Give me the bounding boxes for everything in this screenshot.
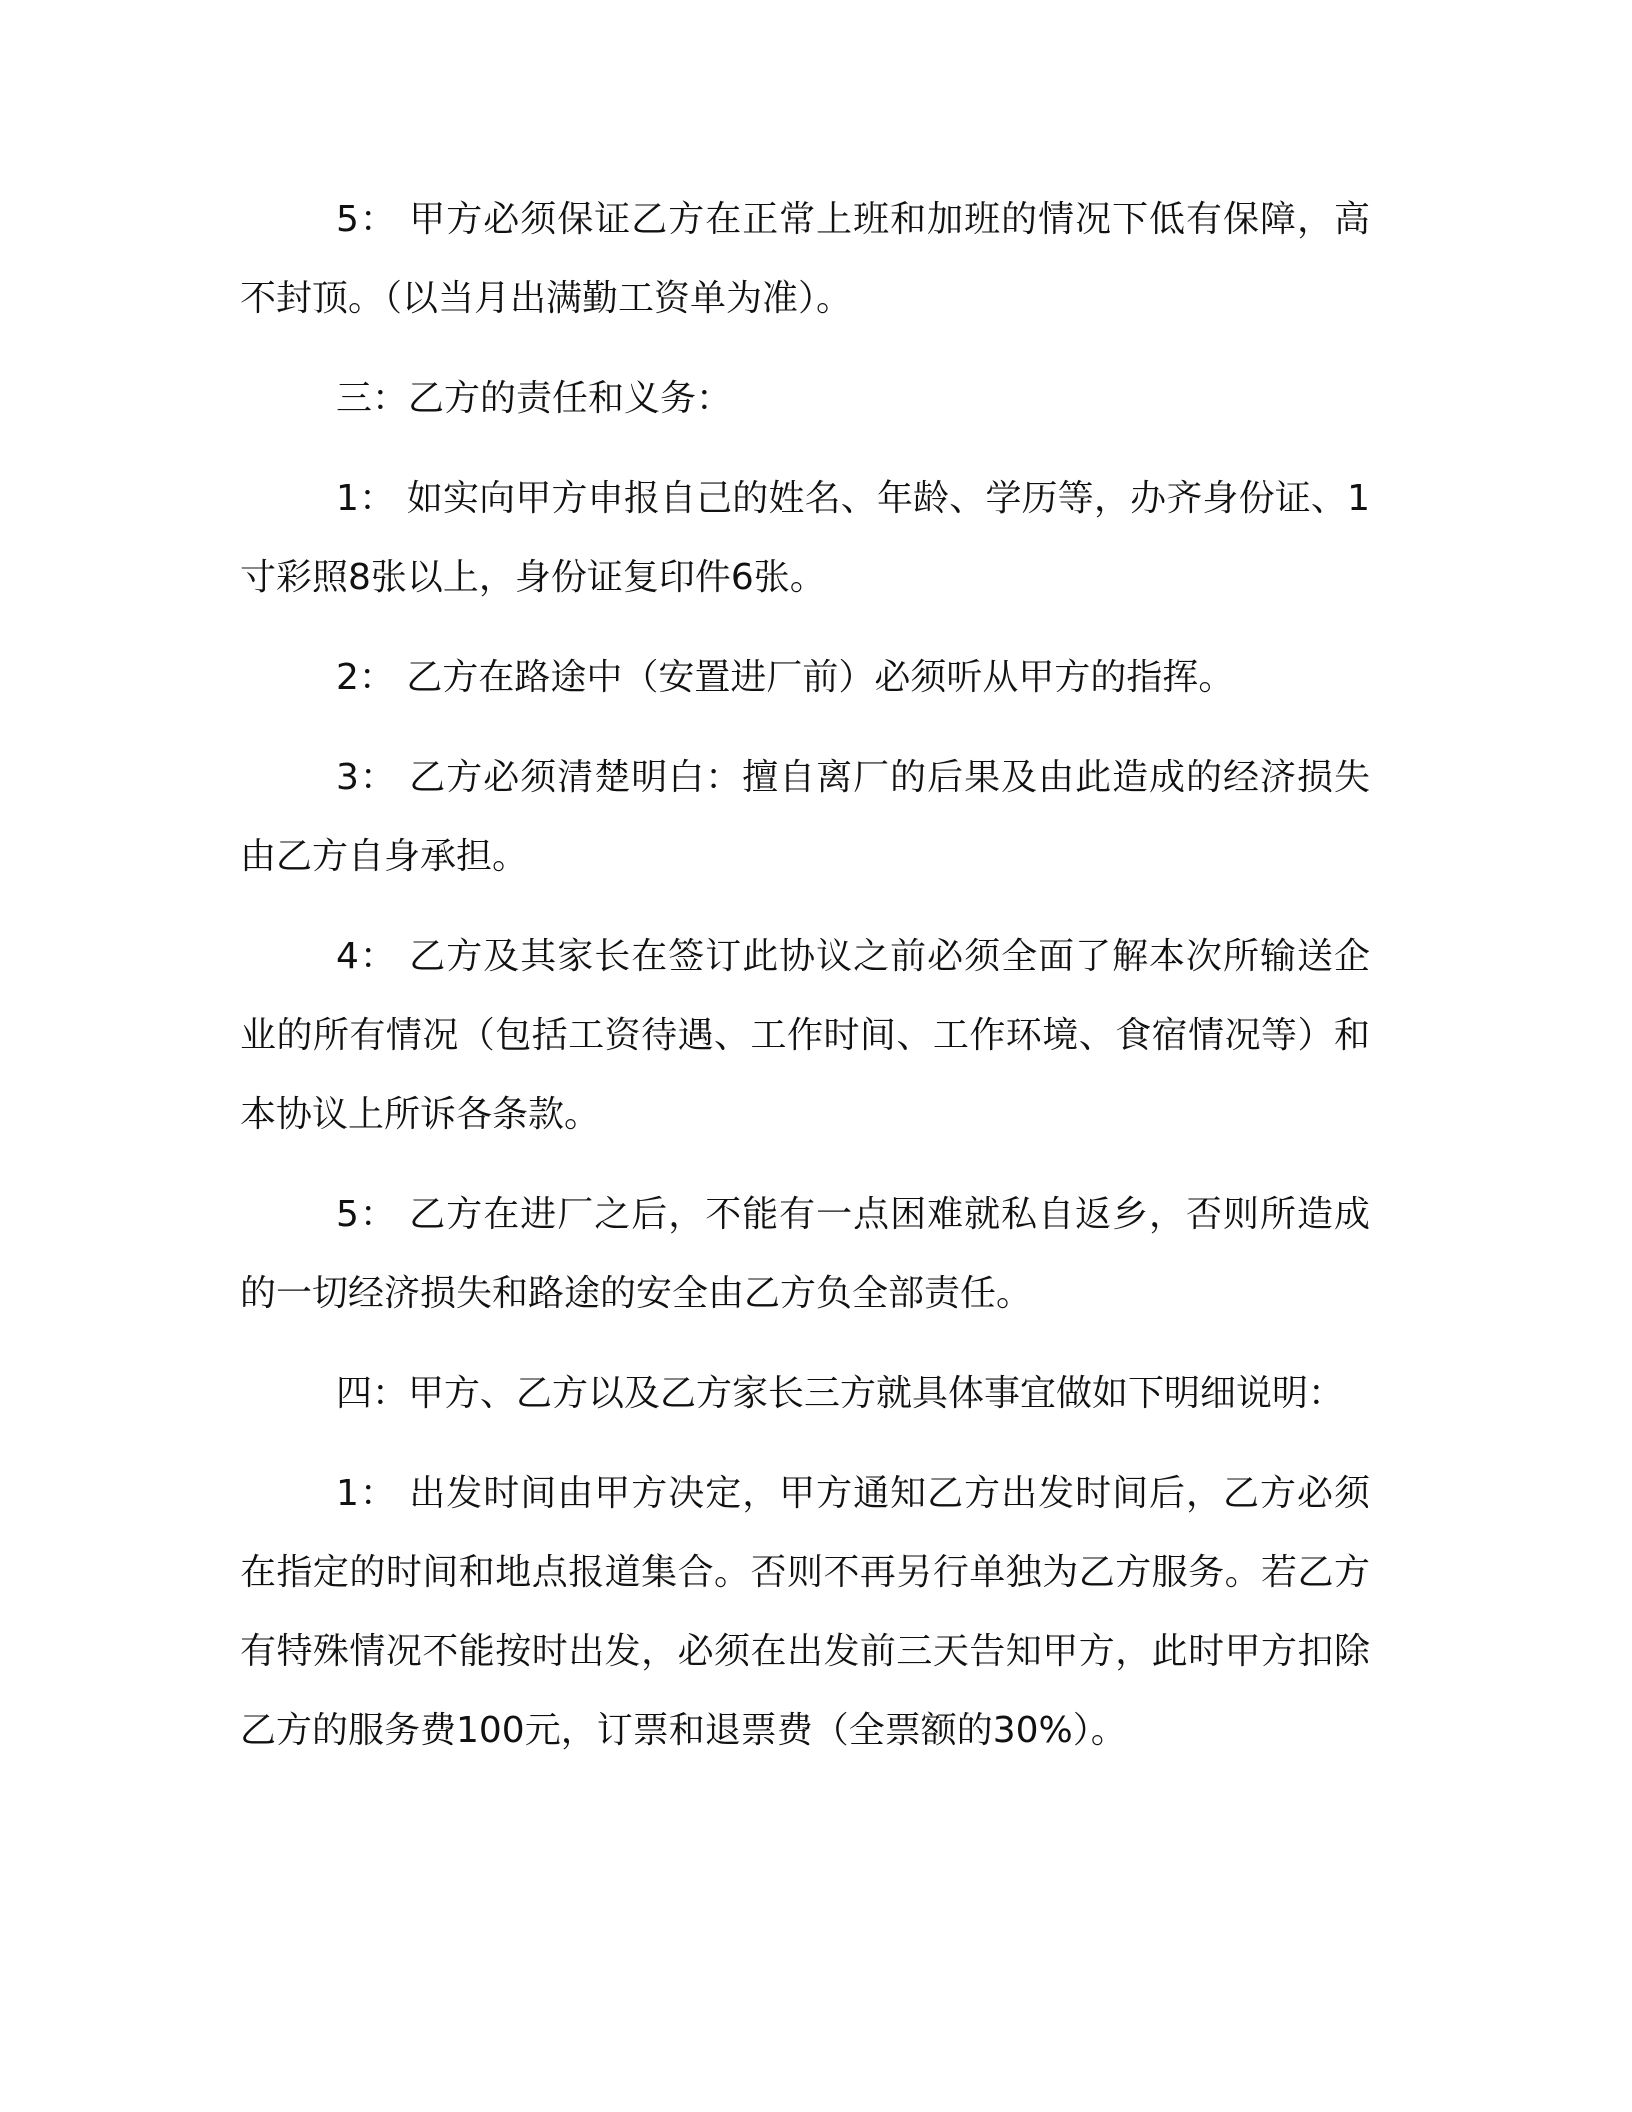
paragraph-no-returning-home: 5： 乙方在进厂之后，不能有一点困难就私自返乡，否则所造成的一切经济损失和路途的安全由乙方负全部责任。 (240, 1194, 1370, 1314)
section-heading-party-b-duties: 三：乙方的责任和义务： (336, 378, 733, 419)
paragraph-understand-enterprise: 4： 乙方及其家长在签订此协议之前必须全面了解本次所输送企业的所有情况（包括工资待遇、工作时间、工作环境、食宿情况等）和本协议上所诉各条款。 (240, 936, 1370, 1135)
section-heading-three-party-details: 四：甲方、乙方以及乙方家长三方就具体事宜做如下明细说明： (336, 1373, 1345, 1414)
paragraph-departure-time: 1： 出发时间由甲方决定，甲方通知乙方出发时间后，乙方必须在指定的时间和地点报道集合。否则不再另行单独为乙方服务。若乙方有特殊情况不能按时出发，必须在出发前三天告知甲方，此时甲方扣除乙方的服务费100元，订票和退票费（全票额的30%）。 (240, 1473, 1370, 1751)
document-body (240, 180, 1370, 1791)
paragraph-report-personal-info: 1： 如实向甲方申报自己的姓名、年龄、学历等，办齐身份证、1寸彩照8张以上，身份证复印件6张。 (240, 478, 1370, 598)
paragraph-obey-instructions: 2： 乙方在路途中（安置进厂前）必须听从甲方的指挥。 (336, 657, 1235, 698)
paragraph-party-a-wage-guarantee: 5： 甲方必须保证乙方在正常上班和加班的情况下低有保障，高不封顶。（以当月出满勤工资单为准）。 (240, 199, 1370, 319)
paragraph-leaving-factory-consequences: 3： 乙方必须清楚明白：擅自离厂的后果及由此造成的经济损失由乙方自身承担。 (240, 757, 1370, 877)
